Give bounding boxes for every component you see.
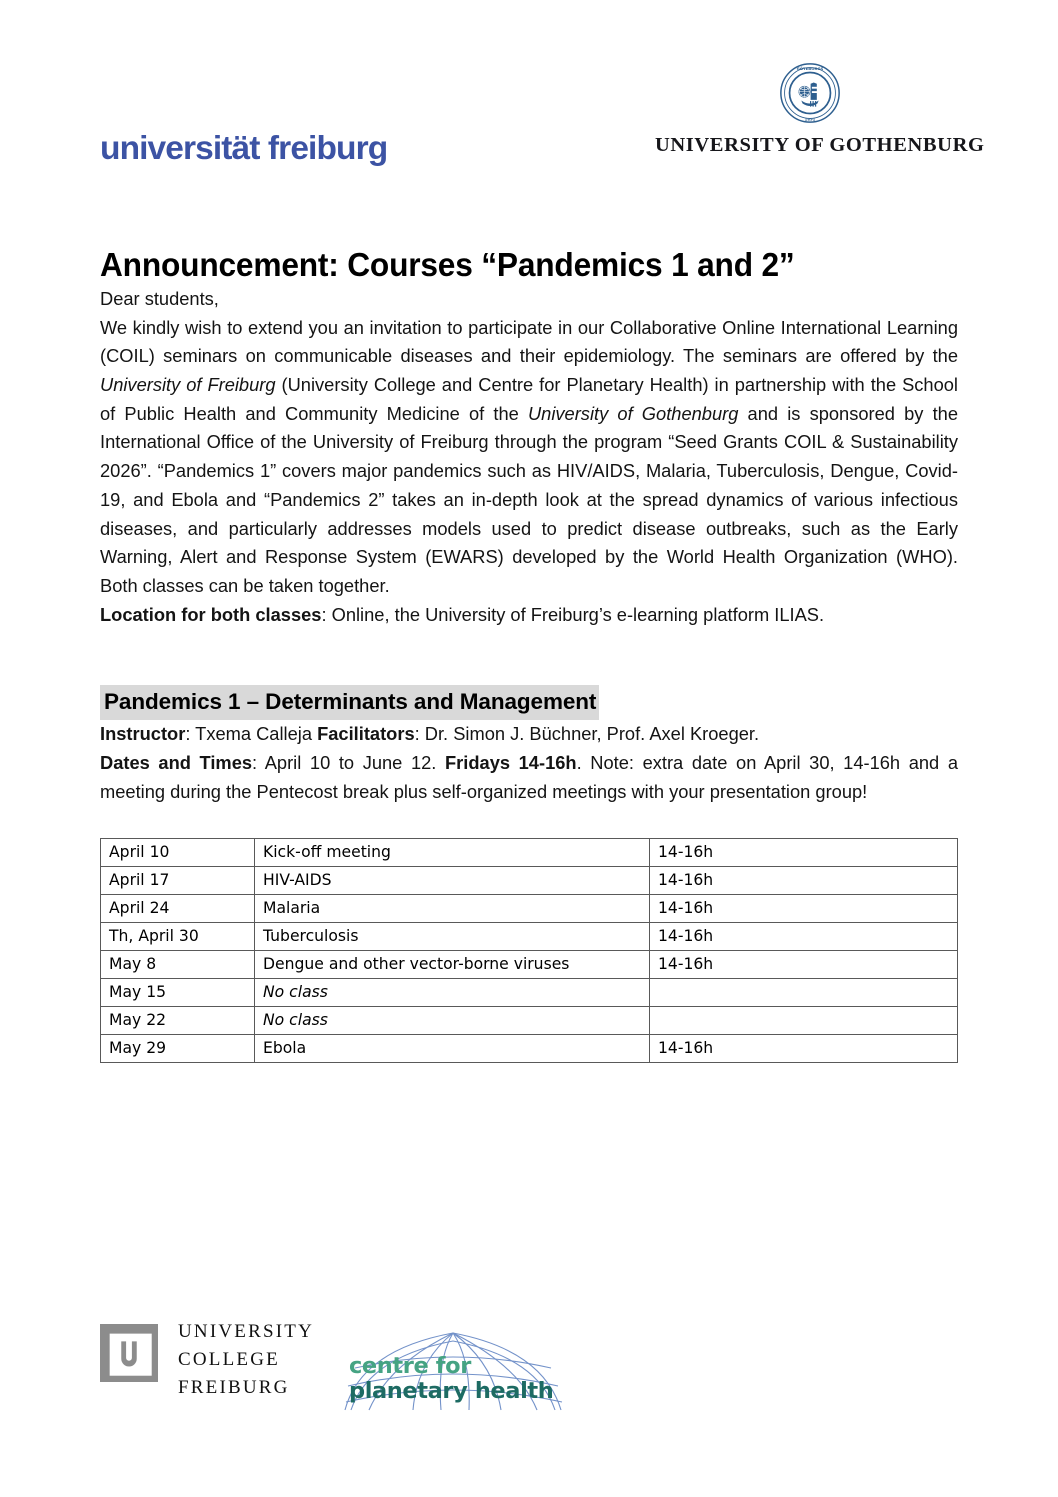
ucf-line-3: FREIBURG [178, 1377, 290, 1398]
instructor-label: Instructor [100, 723, 186, 745]
location-label: Location for both classes [100, 603, 322, 625]
ucf-line-2: COLLEGE [178, 1349, 280, 1370]
schedule-topic-cell: No class [255, 979, 650, 1007]
schedule-topic-cell: Malaria [255, 895, 650, 923]
dates-value-c: . Note: extra date on April 30, 14-16h and a meeting during the Pentecost break plus self-organized meetings with your presentation group! [100, 752, 958, 802]
schedule-time-cell: 14-16h [650, 839, 958, 867]
intro-paragraph [100, 314, 958, 601]
schedule-topic-cell: Dengue and other vector-borne viruses [255, 951, 650, 979]
schedule-topic-cell: Tuberculosis [255, 923, 650, 951]
schedule-date-cell: May 22 [101, 1007, 255, 1035]
schedule-time-cell: 14-16h [650, 867, 958, 895]
table-row [101, 867, 958, 895]
location-line [100, 601, 958, 630]
schedule-table [100, 838, 958, 1063]
schedule-time-cell [650, 979, 958, 1007]
table-row [101, 979, 958, 1007]
cph-wordmark [349, 1354, 553, 1404]
schedule-date-cell: April 10 [101, 839, 255, 867]
intro-part-2: (University College and Centre for Planetary Health) in partnership with the School of Public Health and Community Medicine of the [100, 374, 958, 424]
university-of-gothenburg-logo [655, 62, 985, 157]
table-row [101, 895, 958, 923]
schedule-date-cell: May 8 [101, 951, 255, 979]
document-body [100, 246, 958, 1063]
dates-label: Dates and Times [100, 752, 253, 774]
university-college-freiburg-logo [100, 1318, 314, 1402]
page-header [0, 0, 1058, 200]
intro-part-3: and is sponsored by the International Office of the University of Freiburg through the program “Seed Grants COIL & Sustainability 2026”. “Pandemics 1” covers major pandemics such as HIV/AIDS, Malaria, Tuberculosis, Dengue, Covid-19, and Ebola and “Pandemics 2” takes an in-depth look at the spread dynamics of various infectious diseases, and particularly addresses models used to predict disease outbreaks, such as the Early Warning, Alert and Response System (EWARS) developed by the World Health Organization (WHO). Both classes can be taken together. [100, 402, 958, 596]
table-row [101, 923, 958, 951]
location-value: : Online, the University of Freiburg’s e-learning platform ILIAS. [321, 603, 825, 625]
schedule-topic-cell: Ebola [255, 1035, 650, 1063]
page-footer [100, 1316, 960, 1446]
dates-bold-fridays: Fridays 14-16h [445, 752, 577, 774]
intro-part-1: We kindly wish to extend you an invitation to participate in our Collaborative Online International Learning (COIL) seminars on communicable diseases and their epidemiology. The seminars are offered by the [100, 316, 958, 367]
table-row [101, 1007, 958, 1035]
university-college-freiburg-mark-icon [100, 1324, 158, 1382]
ucf-wordmark [178, 1318, 314, 1402]
dates-value-a: : April 10 to June 12. [252, 752, 445, 774]
instructor-line [100, 720, 958, 749]
facilitators-label: Facilitators [317, 723, 415, 745]
svg-text:1891: 1891 [804, 116, 816, 122]
schedule-topic-cell: HIV-AIDS [255, 867, 650, 895]
schedule-time-cell: 14-16h [650, 1035, 958, 1063]
gothenburg-university-seal-icon [779, 62, 841, 124]
schedule-table-body [101, 839, 958, 1063]
schedule-time-cell: 14-16h [650, 951, 958, 979]
table-row [101, 951, 958, 979]
facilitators-value: : Dr. Simon J. Büchner, Prof. Axel Kroeger. [414, 723, 760, 745]
cph-line-2: planetary health [349, 1378, 554, 1404]
section-heading-pandemics-1: Pandemics 1 – Determinants and Management [100, 685, 599, 720]
university-of-freiburg-logo: universität freiburg [100, 130, 388, 167]
dates-and-times-line [100, 749, 958, 806]
intro-italic-gothenburg: University of Gothenburg [527, 402, 739, 424]
schedule-time-cell [650, 1007, 958, 1035]
cph-line-1: centre for [349, 1353, 471, 1379]
schedule-date-cell: May 29 [101, 1035, 255, 1063]
schedule-date-cell: April 24 [101, 895, 255, 923]
schedule-date-cell: Th, April 30 [101, 923, 255, 951]
svg-text:GÖTEBORGS: GÖTEBORGS [796, 66, 824, 72]
ucf-line-1: UNIVERSITY [178, 1321, 314, 1342]
instructor-value: : Txema Calleja [185, 723, 318, 745]
schedule-topic-cell: Kick-off meeting [255, 839, 650, 867]
table-row [101, 839, 958, 867]
intro-italic-freiburg: University of Freiburg [100, 374, 276, 396]
gothenburg-wordmark: UNIVERSITY OF GOTHENBURG [655, 134, 985, 156]
schedule-date-cell: April 17 [101, 867, 255, 895]
table-row [101, 1035, 958, 1063]
schedule-time-cell: 14-16h [650, 895, 958, 923]
schedule-date-cell: May 15 [101, 979, 255, 1007]
schedule-time-cell: 14-16h [650, 923, 958, 951]
salutation: Dear students, [100, 287, 219, 309]
page-title: Announcement: Courses “Pandemics 1 and 2” [100, 246, 795, 283]
schedule-topic-cell: No class [255, 1007, 650, 1035]
centre-for-planetary-health-logo [343, 1324, 565, 1428]
